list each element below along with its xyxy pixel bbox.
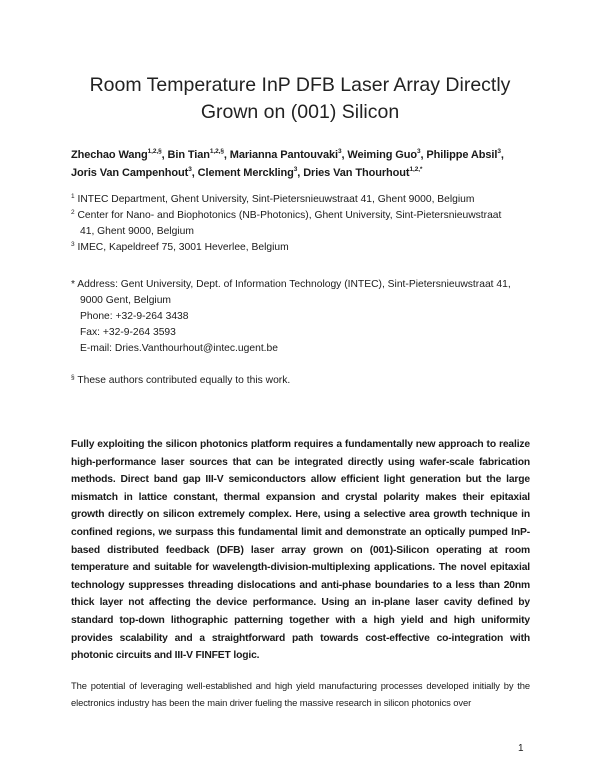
affiliation-1: $^1$ INTEC Department, Ghent University, Sint-Pietersnieuwstraat 41, Ghent 9000, Belgium (71, 193, 475, 205)
phone: Phone: +32-9-264 3438 (80, 311, 189, 322)
author: Philippe Absil$^3$ (426, 148, 501, 161)
equal-contribution-note: § These authors contributed equally to this work. (71, 374, 291, 386)
author: Bin Tian$^{1,2,\S}$ (167, 148, 224, 161)
author: Dries Van Thourhout$^{1,2,*}$ (303, 166, 423, 179)
intro-paragraph: The potential of leveraging well-established and high yield manufacturing processes developed initially by the electronics industry has been the main driver fueling the massive research in silicon photonics over (71, 680, 530, 708)
author-list: Zhechao Wang$^{1,2,\S}$, Bin Tian$^{1,2,\S}$, Marianna Pantouvaki$^3$, Weiming Guo$^3$, Philippe Absil$^3$, Joris Van Campenhout$^3$, Clement Merckling$^3$, Dries Van Thourhout$^{1,2,*}$ (71, 148, 504, 179)
author: Weiming Guo$^3$ (347, 148, 421, 161)
title-line-2: Grown on (001) Silicon (200, 101, 400, 123)
address-line-1: * Address: Gent University, Dept. of Information Technology (INTEC), Sint-Pietersnieuwstraat 41, (71, 279, 511, 290)
author: Joris Van Campenhout$^3$ (71, 166, 192, 179)
affiliation-2: $^2$ Center for Nano- and Biophotonics (NB-Photonics), Ghent University, Sint-Pietersnieuwstraat 41, Ghent 9000, Belgium (71, 209, 502, 237)
paper-title (60, 72, 540, 126)
address-line-2: 9000 Gent, Belgium (80, 295, 172, 306)
affiliation-3: $^3$ IMEC, Kapeldreef 75, 3001 Heverlee, Belgium (71, 241, 289, 253)
page-number: 1 (518, 743, 524, 754)
fax: Fax: +32-9-264 3593 (80, 327, 176, 338)
author: Clement Merckling$^3$ (197, 166, 298, 179)
author: Marianna Pantouvaki$^3$ (229, 148, 342, 161)
title-line-1: Room Temperature InP DFB Laser Array Directly (89, 74, 511, 96)
correspondence-block (71, 277, 541, 357)
abstract: Fully exploiting the silicon photonics platform requires a fundamentally new approach to realize high-performance laser sources that can be integrated directly using wafer-scale fabrication methods. Direct band gap III-V semiconductors allow efficient light generation but the large mismatch in lattice constant, thermal expansion and crystal polarity makes their epitaxial growth directly on silicon extremely complex. Here, using a selective area growth technique in confined regions, we surpass this fundamental limit and demonstrate an optically pumped InP-based distributed feedback (DFB) laser array grown on (001)-Silicon operating at room temperature and suitable for wavelength-division-multiplexing applications. The novel epitaxial technology suppresses threading dislocations and anti-phase boundaries to a less than 20nm thick layer not affecting the device performance. Using an in-plane laser cavity defined by standard top-down lithographic patterning together with a high yield and high uniformity provides scalability and a straightforward path towards cost-effective co-integration with photonic circuits and III-V FINFET logic. (71, 439, 530, 662)
author: Zhechao Wang$^{1,2,\S}$ (71, 148, 162, 161)
email: E-mail: Dries.Vanthourhout@intec.ugent.be (80, 343, 278, 354)
